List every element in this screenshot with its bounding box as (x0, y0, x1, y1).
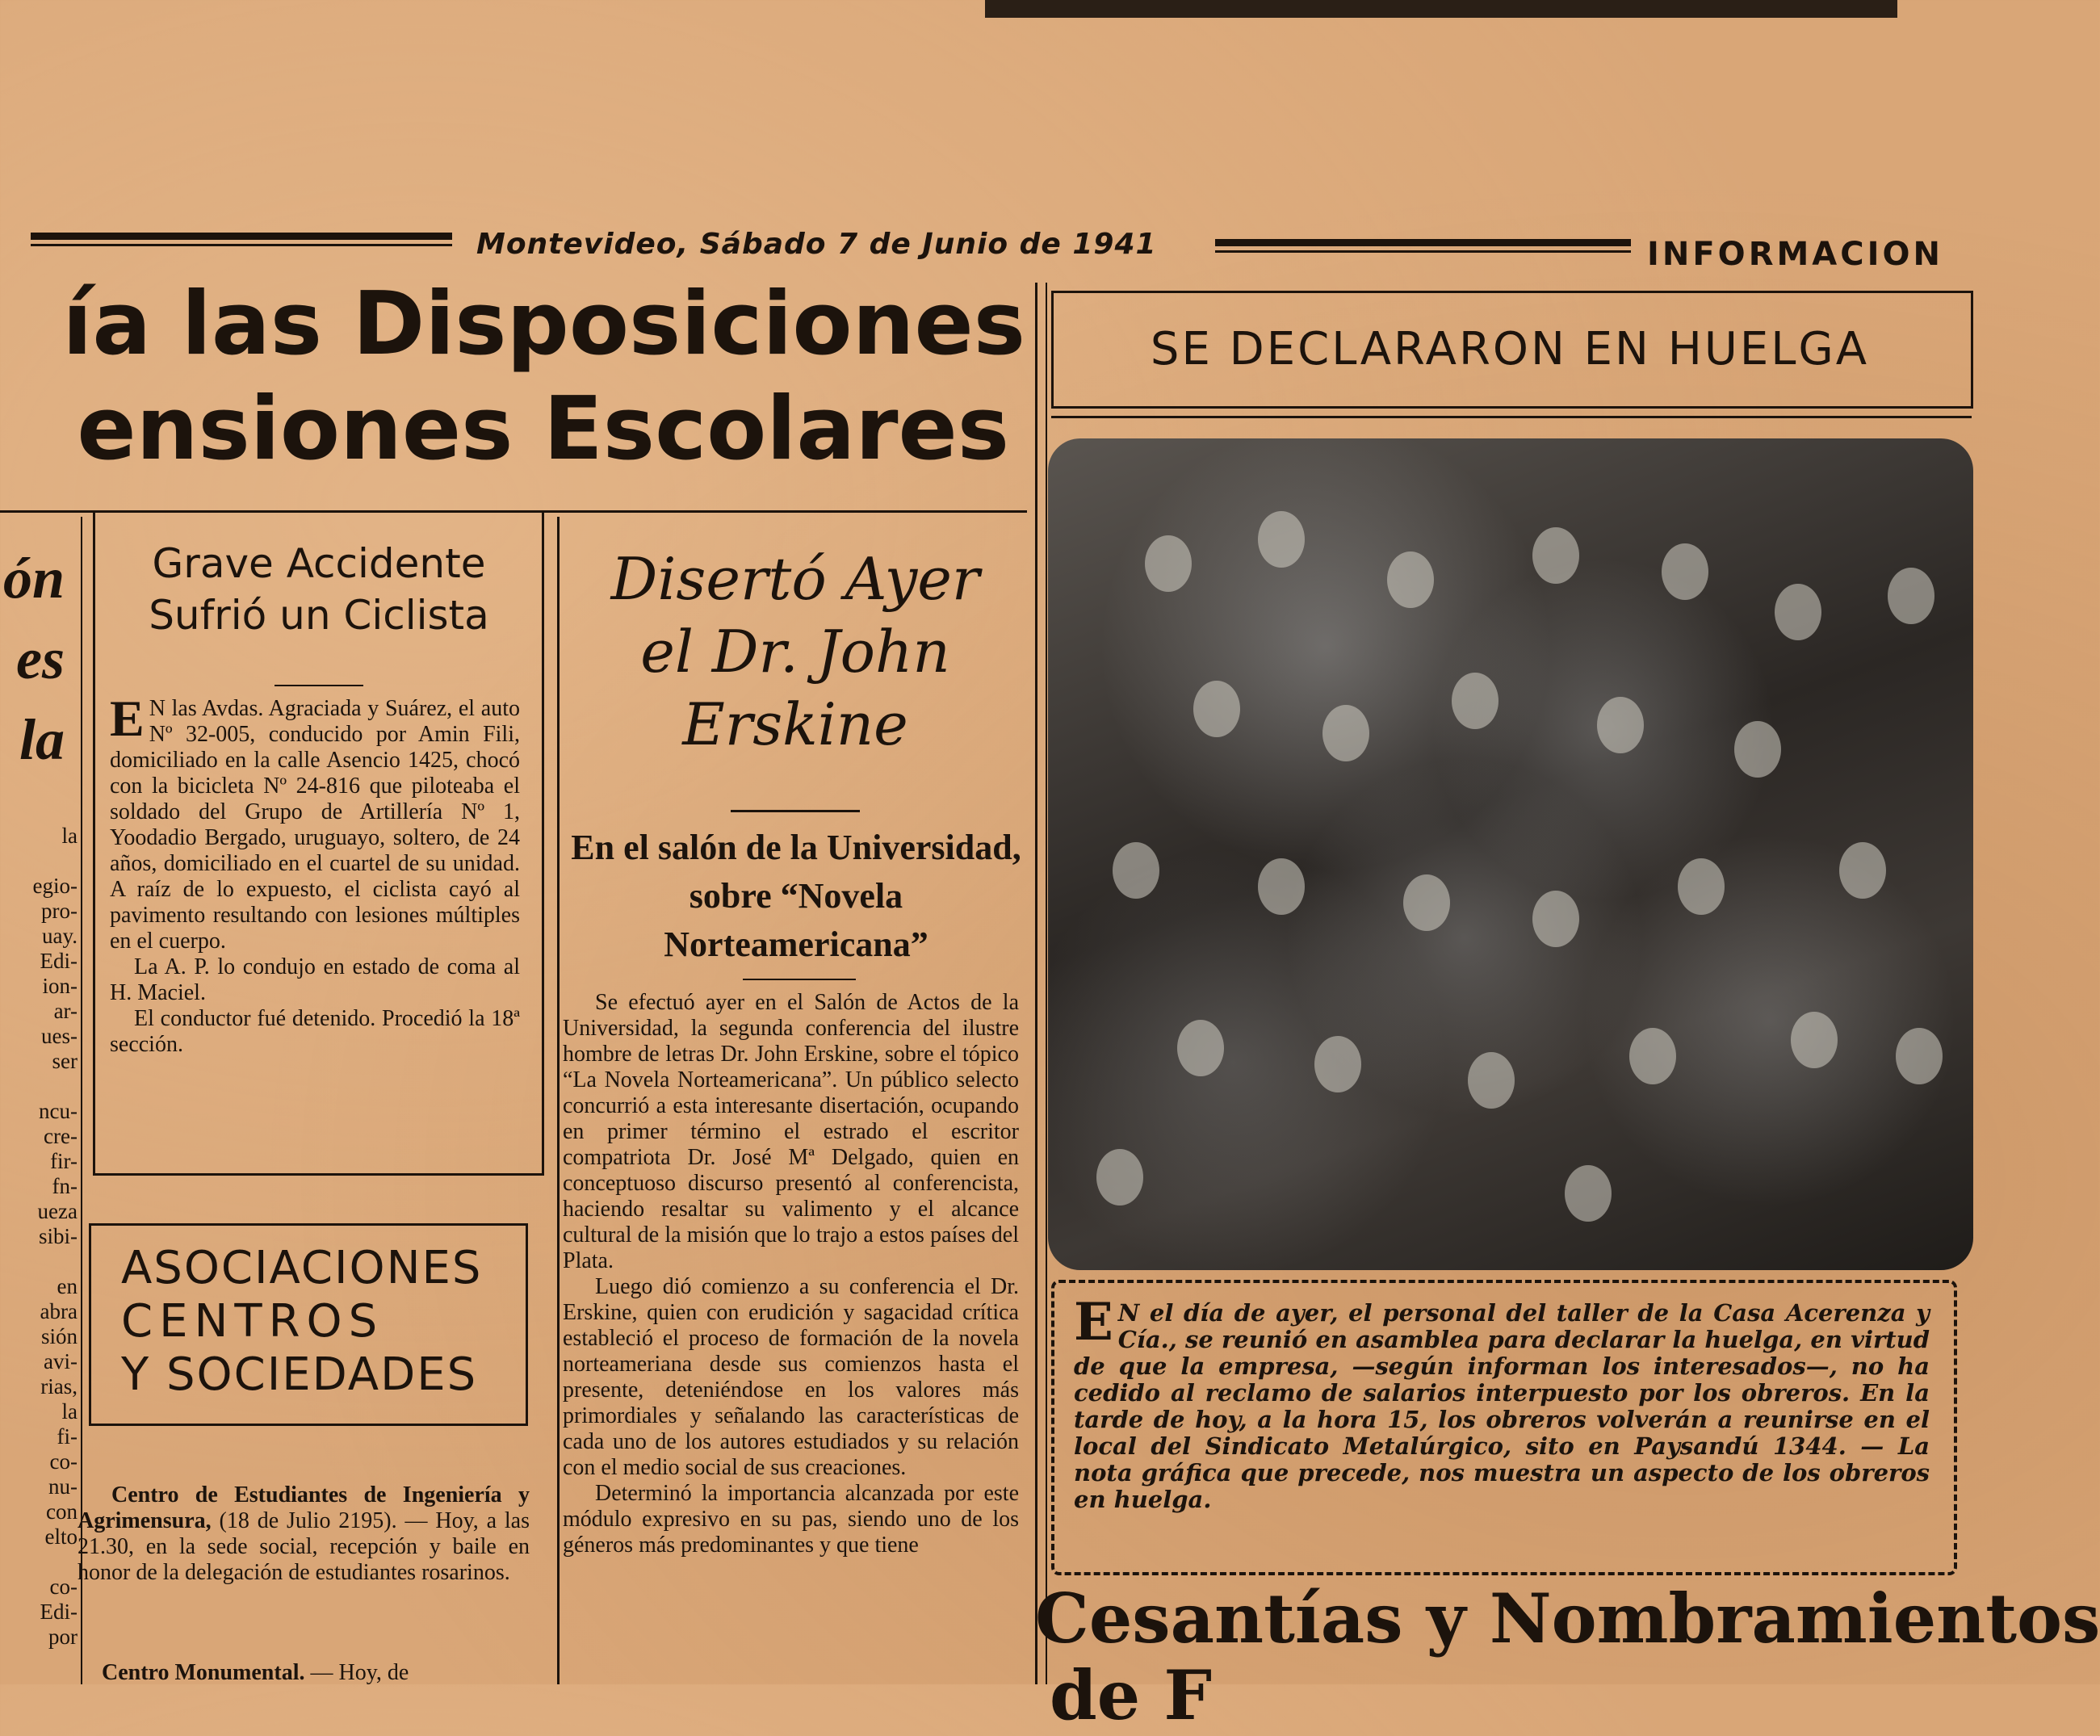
banner-headline-line2: ensiones Escolares (77, 379, 1009, 480)
strike-caption (1074, 1292, 1930, 1513)
masthead-rule-left-thin (31, 244, 452, 246)
photo-figure (1888, 568, 1934, 624)
edge-fragment-line: pro- (41, 899, 78, 923)
section-label: INFORMACION (1647, 236, 1943, 273)
accident-dropcap: E (110, 690, 145, 747)
edge-fragment-line: Edi- (40, 1600, 78, 1624)
photo-figure (1452, 673, 1499, 729)
photo-figure (1322, 705, 1369, 761)
strike-photo (1048, 438, 1973, 1270)
photo-figure (1839, 842, 1886, 899)
photo-figure (1734, 721, 1781, 778)
associations-item1-body: (18 de Julio 2195). — Hoy, a las 21.30, en la sede social, recepción y baile en honor de la delegación de estudiantes rosarinos. (78, 1508, 530, 1585)
edge-fragment-line: co- (49, 1449, 78, 1474)
photo-figure (1565, 1165, 1612, 1222)
edge-fragment-line: uay. (42, 924, 78, 948)
erskine-subhead: En el salón de la Universidad, sobre “Novela Norteamericana” (571, 828, 1021, 964)
edge-fragment-2: es (16, 627, 65, 691)
photo-figure (1532, 891, 1579, 947)
associations-item-2 (78, 1660, 530, 1686)
erskine-divider (731, 810, 860, 812)
column-rule-middle (557, 517, 560, 1684)
accident-body (110, 690, 520, 1058)
column-rule-main (1035, 283, 1037, 1684)
edge-fragment-3: la (19, 707, 65, 772)
masthead-rule-right (1215, 239, 1631, 246)
edge-fragment-line: egio- (32, 874, 78, 898)
photo-figure (1468, 1052, 1515, 1109)
accident-para2: La A. P. lo condujo en estado de coma al H. Maciel. (110, 954, 520, 1005)
accident-divider (275, 685, 363, 686)
erskine-headline-line1: Disertó Ayer (610, 545, 980, 613)
photo-figure (1258, 511, 1305, 568)
top-photo-remnant (985, 0, 1897, 18)
edge-fragment-line: en (57, 1274, 78, 1298)
edge-fragment-line: ueza (37, 1199, 78, 1223)
strike-headline: SE DECLARARON EN HUELGA (1150, 323, 1870, 375)
edge-fragment-line: fn- (52, 1174, 78, 1198)
photo-figure (1896, 1028, 1943, 1084)
photo-figure (1113, 842, 1159, 899)
strike-caption-dropcap: E (1074, 1292, 1113, 1352)
edge-fragment-line: sibi- (38, 1224, 78, 1248)
edge-fragment-line: sión (40, 1324, 78, 1348)
associations-headline (121, 1242, 509, 1402)
edge-fragment-line: ues- (41, 1024, 78, 1048)
photo-figure (1177, 1020, 1224, 1076)
accident-headline-line2: Sufrió un Ciclista (149, 592, 489, 639)
edge-fragment-line: fir- (50, 1149, 78, 1173)
accident-para3: El conductor fué detenido. Procedió la 18ª sección. (110, 1006, 520, 1057)
photo-figure (1629, 1028, 1676, 1084)
edge-fragment-line: abra (40, 1299, 78, 1323)
erskine-para1: Se efectuó ayer en el Salón de Actos de la Universidad, la segunda conferencia del ilustre hombre de letras Dr. John Erskine, sobre el tópico “La Novela Norteamericana”. Un público selecto concurrió a esta interesante disertación, ocupando en primer término el estrado el escritor compatriota Dr. José Mª Delgado, quien en conceptuoso discurso presentó al conferencista, haciendo resaltar su valimento y el alcance cultural de la misión que lo trajo a estos países del Plata. (563, 990, 1019, 1273)
accident-headline-line1: Grave Accidente (152, 540, 486, 587)
edge-fragment-line: cre- (44, 1124, 78, 1148)
strike-headline-underline (1051, 416, 1972, 418)
erskine-divider-2 (743, 979, 856, 980)
edge-fragment-line: ncu- (39, 1099, 78, 1123)
edge-fragment-line: Edi- (40, 949, 78, 973)
associations-line1: ASOCIACIONES (121, 1242, 483, 1294)
associations-item-1 (78, 1482, 530, 1586)
edge-fragment-line: ser (52, 1049, 78, 1073)
column-rule-main-thin (1046, 283, 1047, 1684)
associations-line3: Y SOCIEDADES (121, 1348, 478, 1401)
photo-figure (1775, 584, 1821, 640)
edge-fragment-line: por (48, 1625, 78, 1649)
edge-fragment-line: co- (49, 1575, 78, 1599)
edge-fragment-line: la (61, 824, 78, 848)
photo-figure (1403, 874, 1450, 931)
photo-figure (1387, 551, 1434, 608)
edge-fragment-line: rias, (40, 1374, 78, 1398)
edge-fragment-1: ón (2, 546, 65, 610)
erskine-para3: Determinó la importancia alcanzada por este módulo expresivo en su pas, siendo uno de los géneros más predominantes y que tiene (563, 1481, 1019, 1558)
cesantias-headline: Cesantías y Nombramientos (1035, 1579, 2100, 1658)
edge-fragment-line: ar- (53, 999, 78, 1023)
edge-fragment-line: avi- (44, 1349, 78, 1373)
photo-figure (1145, 535, 1192, 592)
associations-item2-title: Centro Monumental. (102, 1660, 305, 1685)
photo-figure (1532, 527, 1579, 584)
edge-fragment-line: elto (44, 1524, 78, 1549)
erskine-body (563, 990, 1019, 1558)
associations-item1-title: Centro de Estudiantes de Ingeniería y Agrimensura, (78, 1482, 530, 1533)
associations-item2-body: — Hoy, de (310, 1660, 409, 1685)
photo-figure (1096, 1149, 1143, 1206)
accident-para1: N las Avdas. Agraciada y Suárez, el auto Nº 32-005, conducido por Amin Fili, domiciliado en la calle Asencio 1425, chocó con la bicicleta Nº 24-816 que piloteaba el soldado del Grupo de Artillería Nº 1, Yoodadio Bergado, uruguayo, soltero, de 24 años, domiciliado en el cuartel de su unidad. A raíz de lo expuesto, el ciclista cayó al pavimento resultando con lesiones múltiples en el cuerpo. (110, 696, 520, 954)
edge-fragment-line: fi- (57, 1424, 78, 1449)
edge-fragment-line (0, 1074, 78, 1099)
photo-figure (1314, 1036, 1361, 1092)
erskine-para2: Luego dió comienzo a su conferencia el Dr. Erskine, quien con erudición y sagacidad crítica estableció el proceso de formación de la novela norteameriana desde sus comienzos hasta el presente, deteniéndose en los valores más primordiales y señalando las características de cada uno de los autores estudiados y su relación con el medio social de sus creaciones. (563, 1274, 1019, 1480)
photo-figure (1662, 543, 1708, 600)
associations-line2: CENTROS (121, 1295, 384, 1348)
masthead-rule-right-thin (1215, 250, 1631, 253)
masthead-rule-left (31, 233, 452, 240)
edge-fragment-line (0, 1249, 78, 1274)
edge-fragment-line (0, 849, 78, 874)
edge-fragment-line: con (46, 1499, 78, 1524)
photo-figure (1193, 681, 1240, 737)
photo-figure (1258, 858, 1305, 915)
erskine-headline-line2: el Dr. John (640, 618, 950, 686)
banner-headline-line1: ía las Disposiciones (62, 274, 1025, 375)
erskine-headline (565, 543, 1025, 761)
cesantias-headline-line2: de F (1050, 1655, 1213, 1735)
edge-fragment-line: la (61, 1399, 78, 1424)
masthead-date: Montevideo, Sábado 7 de Junio de 1941 (476, 228, 1157, 261)
photo-figure (1791, 1012, 1838, 1068)
accident-headline (97, 538, 541, 641)
edge-text-column (0, 824, 78, 1650)
strike-caption-text: N el día de ayer, el personal del taller de la Casa Acerenza y Cía., se reunió en asamblea para declarar la huelga, en virtud de que la empresa, —según informan los interesados—, no ha cedido al reclamo de salarios interpuesto por los obreros. En la tarde de hoy, a la hora 15, los obreros volverán a reunirse en el local del Sindicato Metalúrgico, sito en Paysandú 1344. — La nota gráfica que precede, nos muestra un aspecto de los obreros en huelga. (1074, 1299, 1930, 1513)
edge-fragment-line (0, 1549, 78, 1575)
photo-figure (1597, 697, 1644, 753)
edge-fragment-line: ion- (42, 974, 78, 998)
photo-figure (1678, 858, 1725, 915)
erskine-headline-line3: Erskine (682, 690, 908, 758)
edge-fragment-line: nu- (48, 1474, 78, 1499)
